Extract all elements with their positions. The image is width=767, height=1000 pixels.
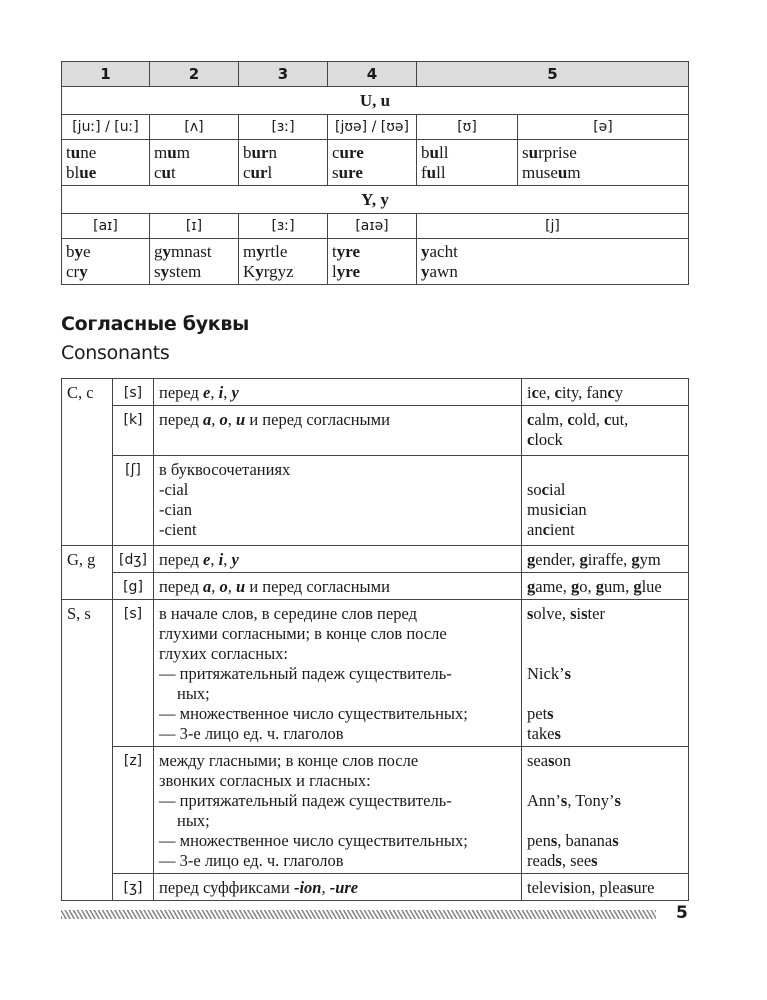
letter-row-u: [62, 87, 689, 115]
example-words-cell: [417, 239, 689, 285]
consonant-row: [62, 379, 689, 406]
examples-cell: [522, 573, 689, 600]
rule-line: — множественное число существительных;: [159, 831, 468, 850]
examples-cell: [522, 600, 689, 747]
examples-cell: [522, 406, 689, 456]
section-title-russian: Согласные буквы: [61, 313, 249, 335]
ipa-cell: [z]: [113, 747, 154, 874]
example-words-cell: [150, 140, 239, 186]
example-words-cell: [150, 239, 239, 285]
example-words-cell: [239, 239, 328, 285]
consonant-row: [62, 874, 689, 901]
example-words-cell: [417, 140, 518, 186]
consonant-row: [62, 747, 689, 874]
example-row-y: [62, 239, 689, 285]
rule-cell: [154, 600, 522, 747]
ipa-cell: [jʊə] / [ʊə]: [328, 115, 417, 140]
example-words-cell: [328, 239, 417, 285]
example-word: cry: [66, 262, 88, 281]
column-header-3: 3: [239, 62, 328, 87]
column-header-1: 1: [62, 62, 150, 87]
example-word: sure: [332, 163, 363, 182]
example-line: ancient: [527, 520, 575, 539]
rule-line: ных;: [177, 684, 210, 703]
ipa-cell: [g]: [113, 573, 154, 600]
example-words-cell: [328, 140, 417, 186]
rule-line: звонких согласных и гласных:: [159, 771, 371, 790]
rule-cell: [154, 379, 522, 406]
example-word: bull: [421, 143, 449, 162]
rule-line: перед e, i, y: [159, 383, 239, 402]
example-line: [527, 644, 684, 664]
consonant-row: [62, 456, 689, 546]
rule-line: между гласными; в конце слов после: [159, 751, 419, 770]
ipa-cell: [ʒ]: [113, 874, 154, 901]
rule-line: перед суффиксами -ion, -ure: [159, 878, 359, 897]
rule-line: в начале слов, в середине слов перед: [159, 604, 417, 623]
section-title-english: Consonants: [61, 342, 170, 364]
example-line: gender, giraffe, gym: [527, 550, 661, 569]
example-word: bye: [66, 242, 91, 261]
letter-heading-y: Y, y: [62, 186, 689, 214]
column-number-header: [62, 62, 689, 87]
rule-line: — множественное число существительных;: [159, 704, 468, 723]
example-word: myrtle: [243, 242, 288, 261]
ipa-cell: [k]: [113, 406, 154, 456]
vowel-reading-table: [61, 61, 689, 285]
example-line: solve, sister: [527, 604, 605, 623]
example-word: cure: [332, 143, 364, 162]
sound-row-u: [62, 115, 689, 140]
ipa-cell: [s]: [113, 600, 154, 747]
example-line: clock: [527, 430, 563, 449]
ipa-cell: [ɪ]: [150, 214, 239, 239]
example-word: burn: [243, 143, 277, 162]
example-line: season: [527, 751, 571, 770]
rule-line: в буквосочетаниях: [159, 460, 291, 479]
example-word: full: [421, 163, 446, 182]
ipa-cell: [aɪ]: [62, 214, 150, 239]
rule-line: -cian: [159, 500, 192, 519]
example-row-u: [62, 140, 689, 186]
column-header-4: 4: [328, 62, 417, 87]
rule-line: перед a, o, u и перед согласными: [159, 577, 390, 596]
example-line: television, pleasure: [527, 878, 655, 897]
letter-cell-g: G, g: [62, 546, 113, 600]
letter-cell-s: S, s: [62, 600, 113, 901]
example-word: gymnast: [154, 242, 212, 261]
column-header-5: 5: [417, 62, 689, 87]
example-line: ice, city, fancy: [527, 383, 624, 402]
ipa-cell: [ɜː]: [239, 214, 328, 239]
rule-line: — притяжательный падеж существитель-: [159, 791, 452, 810]
example-words-cell: [62, 140, 150, 186]
letter-row-y: [62, 186, 689, 214]
letter-cell-c: C, c: [62, 379, 113, 546]
example-word: Kyrgyz: [243, 262, 294, 281]
example-words-cell: [518, 140, 689, 186]
ipa-cell: [ɜː]: [239, 115, 328, 140]
rule-line: глухими согласными; в конце слов после: [159, 624, 447, 643]
consonant-row: [62, 600, 689, 747]
example-line: [527, 624, 684, 644]
consonant-row: [62, 406, 689, 456]
example-line: [527, 460, 684, 480]
consonant-row: [62, 546, 689, 573]
rule-cell: [154, 546, 522, 573]
example-line: takes: [527, 724, 561, 743]
consonant-row: [62, 573, 689, 600]
example-line: [527, 771, 684, 791]
example-line: Nick’s: [527, 664, 571, 683]
rule-line: -cient: [159, 520, 197, 539]
example-words-cell: [239, 140, 328, 186]
example-word: lyre: [332, 262, 361, 281]
rule-cell: [154, 456, 522, 546]
ipa-cell: [juː] / [uː]: [62, 115, 150, 140]
rule-cell: [154, 874, 522, 901]
letter-heading-u: U, u: [62, 87, 689, 115]
ipa-cell: [dʒ]: [113, 546, 154, 573]
decorative-hatched-bar: [61, 910, 656, 919]
examples-cell: [522, 379, 689, 406]
ipa-cell: [aɪə]: [328, 214, 417, 239]
example-word: system: [154, 262, 202, 281]
page-number: 5: [676, 903, 688, 923]
example-word: tune: [66, 143, 97, 162]
example-words-cell: [62, 239, 150, 285]
ipa-cell: [ə]: [518, 115, 689, 140]
example-line: pets: [527, 704, 554, 723]
example-line: game, go, gum, glue: [527, 577, 662, 596]
example-line: [527, 684, 684, 704]
column-header-2: 2: [150, 62, 239, 87]
example-line: reads, sees: [527, 851, 598, 870]
rule-line: перед e, i, y: [159, 550, 239, 569]
examples-cell: [522, 747, 689, 874]
example-word: tyre: [332, 242, 361, 261]
ipa-cell: [ʃ]: [113, 456, 154, 546]
example-word: cut: [154, 163, 176, 182]
consonant-reading-table: [61, 378, 689, 901]
example-word: yawn: [421, 262, 458, 281]
rule-line: ных;: [177, 811, 210, 830]
ipa-cell: [ʊ]: [417, 115, 518, 140]
example-line: musician: [527, 500, 587, 519]
examples-cell: [522, 874, 689, 901]
rule-line: — притяжательный падеж существитель-: [159, 664, 452, 683]
rule-cell: [154, 406, 522, 456]
example-word: curl: [243, 163, 273, 182]
ipa-cell: [s]: [113, 379, 154, 406]
sound-row-y: [62, 214, 689, 239]
example-word: mum: [154, 143, 190, 162]
ipa-cell: [j]: [417, 214, 689, 239]
example-word: surprise: [522, 143, 577, 162]
ipa-cell: [ʌ]: [150, 115, 239, 140]
examples-cell: [522, 456, 689, 546]
examples-cell: [522, 546, 689, 573]
rule-line: — 3-е лицо ед. ч. глаголов: [159, 851, 344, 870]
example-line: calm, cold, cut,: [527, 410, 629, 429]
rule-cell: [154, 747, 522, 874]
rule-line: -cial: [159, 480, 189, 499]
example-word: blue: [66, 163, 97, 182]
example-word: museum: [522, 163, 581, 182]
example-line: pens, bananas: [527, 831, 619, 850]
rule-line: перед a, o, u и перед согласными: [159, 410, 390, 429]
rule-line: — 3-е лицо ед. ч. глаголов: [159, 724, 344, 743]
rule-cell: [154, 573, 522, 600]
example-word: yacht: [421, 242, 458, 261]
example-line: social: [527, 480, 566, 499]
example-line: Ann’s, Tony’s: [527, 791, 621, 810]
example-line: [527, 811, 684, 831]
rule-line: глухих согласных:: [159, 644, 289, 663]
